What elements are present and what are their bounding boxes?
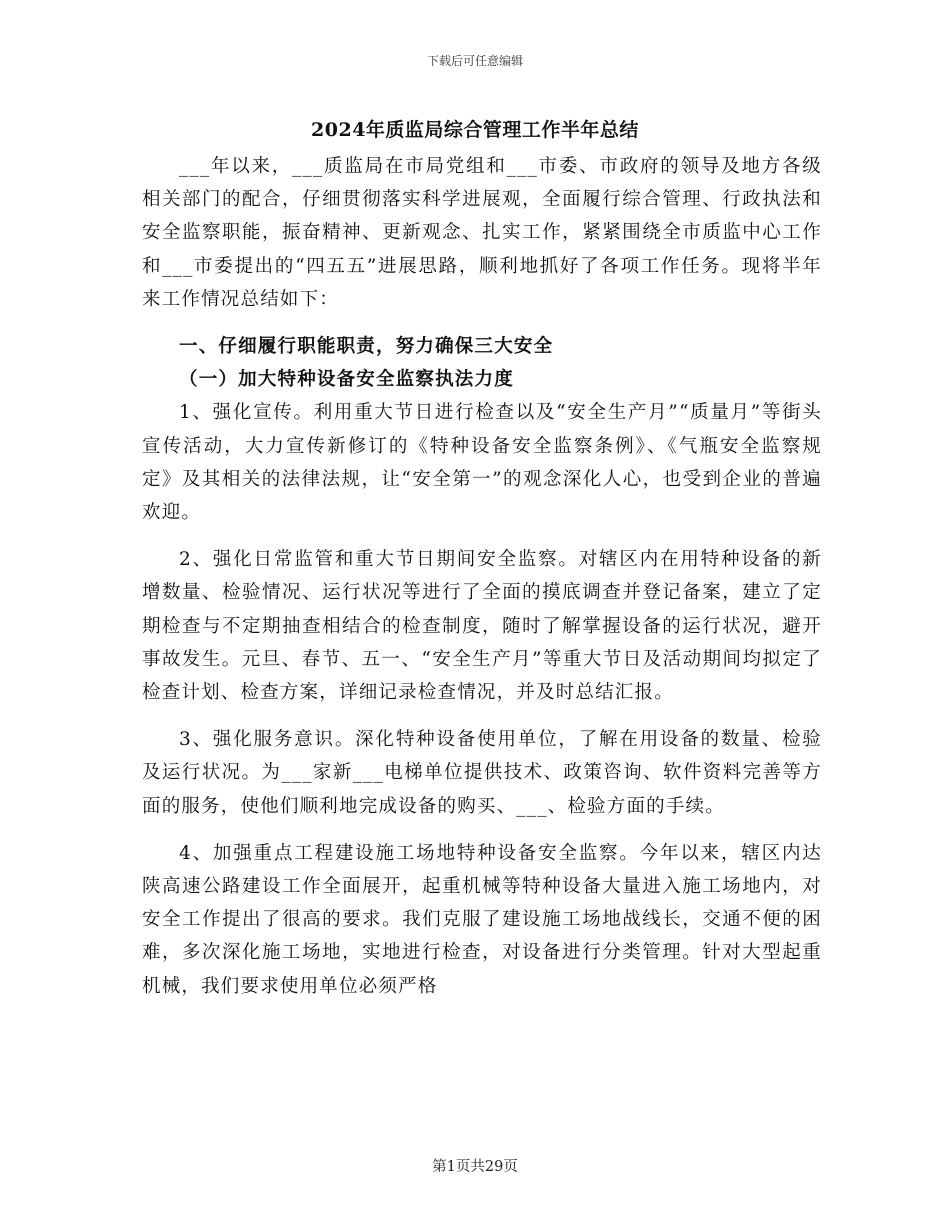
intro-paragraph: ___年以来，___质监局在市局党组和___市委、市政府的领导及地方各级相关部门的配合，仔细贯彻落实科学进展观，全面履行综合管理、行政执法和安全监察职能，振奋精神、更新观念、扎实工作，紧紧围绕全市质监中心工作和___市委提出的“四五五”进展思路，顺利地抓好了各项工作任务。现将半年来工作情况总结如下： <box>142 156 822 310</box>
page-header: 下载后可任意编辑 <box>426 54 523 68</box>
paragraph-1: 1、强化宣传。利用重大节日进行检查以及“安全生产月”“质量月”等街头宣传活动，大力宣传新修订的《特种设备安全监察条例》、《气瓶安全监察规定》及其相关的法律法规，让“安全第一”的观念深化人心，也受到企业的普遍欢迎。 <box>142 402 822 524</box>
paragraph-2: 2、强化日常监管和重大节日期间安全监察。对辖区内在用特种设备的新增数量、检验情况、运行状况等进行了全面的摸底调查并登记备案，建立了定期检查与不定期抽查相结合的检查制度，随时了解掌握设备的运行状况，避开事故发生。元旦、春节、五一、“安全生产月”等重大节日及活动期间均拟定了检查计划、检查方案，详细记录检查情况，并及时总结汇报。 <box>142 549 822 704</box>
document-body <box>142 150 822 1003</box>
document-title: 2024年质监局综合管理工作半年总结 <box>311 119 639 141</box>
page-number: 第1页共29页 <box>432 1159 518 1175</box>
section-heading: 一、仔细履行职能职责，努力确保三大安全 <box>179 336 554 358</box>
paragraph-4: 4、加强重点工程建设施工场地特种设备安全监察。今年以来，辖区内达陕高速公路建设工作全面展开，起重机械等特种设备大量进入施工场地内，对安全工作提出了很高的要求。我们克服了建设施工场地战线长，交通不便的困难，多次深化施工场地，实地进行检查，对设备进行分类管理。针对大型起重机械，我们要求使用单位必须严格 <box>142 842 822 997</box>
subsection-heading: （一）加大特种设备安全监察执法力度 <box>179 369 514 391</box>
paragraph-3: 3、强化服务意识。深化特种设备使用单位，了解在用设备的数量、检验及运行状况。为___家新___电梯单位提供技术、政策咨询、软件资料完善等方面的服务，使他们顺利地完成设备的购买、___、检验方面的手续。 <box>142 729 822 817</box>
